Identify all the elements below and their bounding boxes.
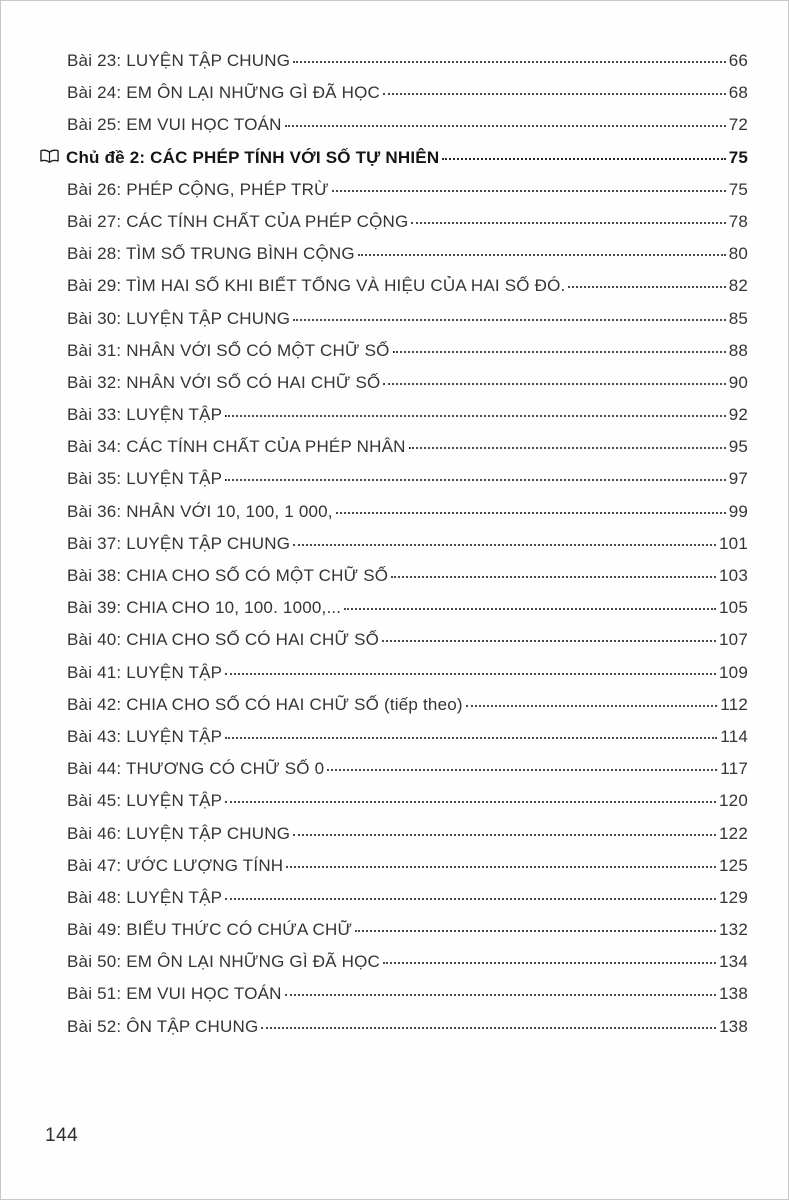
dotted-leader	[391, 576, 716, 578]
toc-entry-label: Bài 41: LUYỆN TẬP	[67, 662, 223, 682]
toc-entry-label: Chủ đề 2: CÁC PHÉP TÍNH VỚI SỐ TỰ NHIÊN	[66, 147, 440, 167]
toc-entry-label: Bài 38: CHIA CHO SỐ CÓ MỘT CHỮ SỐ	[67, 566, 389, 585]
toc-list	[67, 51, 748, 1049]
book-icon	[40, 149, 59, 164]
toc-entry	[67, 83, 748, 115]
toc-entry-page: 92	[728, 405, 748, 425]
dotted-leader	[409, 447, 726, 449]
toc-entry-page: 68	[728, 83, 748, 103]
toc-entry	[67, 469, 748, 501]
toc-entry-page: 120	[719, 791, 748, 811]
toc-entry-page: 122	[719, 823, 748, 843]
toc-entry	[67, 373, 748, 405]
toc-entry	[67, 341, 748, 373]
toc-entry-label: Bài 40: CHIA CHO SỐ CÓ HAI CHỮ SỐ	[67, 630, 380, 650]
dotted-leader	[355, 930, 716, 932]
dotted-leader	[285, 125, 726, 127]
toc-entry	[67, 180, 748, 212]
toc-entry	[67, 244, 748, 276]
dotted-leader	[336, 512, 726, 514]
dotted-leader	[442, 158, 725, 160]
toc-entry-label: Bài 39: CHIA CHO 10, 100. 1000,...	[67, 598, 342, 618]
toc-entry-label: Bài 34: CÁC TÍNH CHẤT CỦA PHÉP NHÂN	[67, 437, 406, 457]
toc-entry-page: 75	[728, 147, 748, 167]
dotted-leader	[293, 544, 716, 546]
toc-entry-label: Bài 48: LUYỆN TẬP	[67, 887, 223, 907]
toc-entry	[67, 1017, 748, 1049]
toc-entry	[67, 952, 748, 984]
toc-entry	[67, 984, 748, 1016]
page-number: 144	[45, 1125, 79, 1146]
toc-entry	[67, 630, 748, 662]
toc-entry-label: Bài 23: LUYỆN TẬP CHUNG	[67, 51, 291, 70]
dotted-leader	[293, 319, 726, 321]
toc-entry-label: Bài 51: EM VUI HỌC TOÁN	[67, 984, 282, 1004]
toc-entry-page: 66	[728, 51, 748, 70]
dotted-leader	[225, 801, 716, 803]
toc-entry-page: 72	[728, 115, 748, 135]
toc-entry-label: Bài 46: LUYỆN TẬP CHUNG	[67, 823, 291, 843]
toc-entry	[40, 148, 748, 180]
toc-entry-page: 109	[719, 662, 748, 682]
dotted-leader	[358, 254, 726, 256]
toc-entry	[67, 888, 748, 920]
toc-entry	[67, 502, 748, 534]
toc-entry	[67, 791, 748, 823]
toc-entry-label: Bài 32: NHÂN VỚI SỐ CÓ HAI CHỮ SỐ	[67, 372, 381, 392]
toc-entry-page: 105	[719, 598, 748, 618]
toc-entry-label: Bài 30: LUYỆN TẬP CHUNG	[67, 308, 291, 328]
toc-entry-page: 99	[728, 501, 748, 521]
dotted-leader	[382, 640, 716, 642]
toc-entry	[67, 920, 748, 952]
dotted-leader	[383, 383, 725, 385]
toc-entry-page: 129	[719, 887, 748, 907]
toc-entry-label: Bài 49: BIỂU THỨC CÓ CHỨA CHỮ	[67, 920, 353, 940]
dotted-leader	[225, 737, 717, 739]
dotted-leader	[285, 994, 716, 996]
dotted-leader	[225, 415, 725, 417]
dotted-leader	[332, 190, 726, 192]
dotted-leader	[344, 608, 716, 610]
toc-entry	[67, 115, 748, 147]
toc-entry-label: Bài 31: NHÂN VỚI SỐ CÓ MỘT CHỮ SỐ	[67, 340, 390, 360]
dotted-leader	[383, 962, 716, 964]
toc-entry-label: Bài 44: THƯƠNG CÓ CHỮ SỐ 0	[67, 759, 325, 779]
toc-entry-page: 138	[719, 1016, 748, 1036]
toc-entry-label: Bài 26: PHÉP CỘNG, PHÉP TRỪ	[67, 179, 329, 199]
toc-entry-page: 112	[720, 694, 748, 714]
dotted-leader	[568, 286, 725, 288]
toc-entry-label: Bài 25: EM VUI HỌC TOÁN	[67, 115, 282, 135]
dotted-leader	[225, 673, 716, 675]
toc-entry-page: 75	[728, 179, 748, 199]
toc-entry-page: 95	[728, 437, 748, 457]
toc-entry-page: 90	[728, 372, 748, 392]
toc-entry	[67, 51, 748, 83]
dotted-leader	[293, 834, 716, 836]
toc-entry-page: 103	[719, 566, 748, 585]
toc-entry-page: 107	[719, 630, 748, 650]
toc-entry-label: Bài 27: CÁC TÍNH CHẤT CỦA PHÉP CỘNG	[67, 211, 409, 231]
toc-entry-page: 82	[728, 276, 748, 296]
dotted-leader	[393, 351, 726, 353]
toc-entry	[67, 276, 748, 308]
toc-entry	[67, 856, 748, 888]
toc-entry	[67, 405, 748, 437]
toc-entry-page: 85	[728, 308, 748, 328]
toc-entry	[67, 824, 748, 856]
toc-entry-label: Bài 33: LUYỆN TẬP	[67, 405, 223, 425]
dotted-leader	[293, 61, 726, 63]
dotted-leader	[286, 866, 716, 868]
toc-entry-label: Bài 43: LUYỆN TẬP	[67, 726, 223, 746]
toc-entry-label: Bài 45: LUYỆN TẬP	[67, 791, 223, 811]
toc-entry-label: Bài 37: LUYỆN TẬP CHUNG	[67, 533, 291, 553]
toc-entry-page: 117	[720, 759, 748, 779]
toc-entry-label: Bài 50: EM ÔN LẠI NHỮNG GÌ ĐÃ HỌC	[67, 952, 381, 972]
toc-entry-page: 88	[728, 340, 748, 360]
toc-entry	[67, 759, 748, 791]
dotted-leader	[225, 898, 716, 900]
toc-entry	[67, 534, 748, 566]
toc-entry-page: 125	[719, 855, 748, 875]
toc-entry-label: Bài 35: LUYỆN TẬP	[67, 469, 223, 489]
toc-entry-label: Bài 29: TÌM HAI SỐ KHI BIẾT TỔNG VÀ HIỆU CỦA HAI SỐ ĐÓ.	[67, 276, 566, 296]
toc-entry-page: 101	[719, 533, 748, 553]
toc-entry-page: 97	[728, 469, 748, 489]
toc-entry-label: Bài 47: ƯỚC LƯỢNG TÍNH	[67, 855, 284, 875]
dotted-leader	[261, 1027, 716, 1029]
toc-entry-page: 80	[728, 244, 748, 264]
toc-entry-label: Bài 52: ÔN TẬP CHUNG	[67, 1016, 259, 1036]
toc-entry-page: 132	[719, 920, 748, 940]
toc-entry-page: 138	[719, 984, 748, 1004]
toc-entry	[67, 437, 748, 469]
toc-entry	[67, 663, 748, 695]
toc-entry-label: Bài 36: NHÂN VỚI 10, 100, 1 000,	[67, 501, 333, 521]
toc-entry-label: Bài 42: CHIA CHO SỐ CÓ HAI CHỮ SỐ (tiếp theo)	[67, 694, 463, 714]
toc-entry	[67, 309, 748, 341]
toc-entry	[67, 727, 748, 759]
toc-entry-label: Bài 24: EM ÔN LẠI NHỮNG GÌ ĐÃ HỌC	[67, 83, 381, 103]
toc-entry	[67, 212, 748, 244]
toc-entry-page: 78	[728, 211, 748, 231]
toc-entry	[67, 598, 748, 630]
dotted-leader	[225, 479, 725, 481]
toc-entry	[67, 695, 748, 727]
toc-entry-page: 114	[720, 726, 748, 746]
dotted-leader	[466, 705, 718, 707]
toc-entry	[67, 566, 748, 598]
dotted-leader	[383, 93, 726, 95]
dotted-leader	[327, 769, 717, 771]
dotted-leader	[411, 222, 725, 224]
toc-entry-page: 134	[719, 952, 748, 972]
toc-entry-label: Bài 28: TÌM SỐ TRUNG BÌNH CỘNG	[67, 244, 355, 264]
